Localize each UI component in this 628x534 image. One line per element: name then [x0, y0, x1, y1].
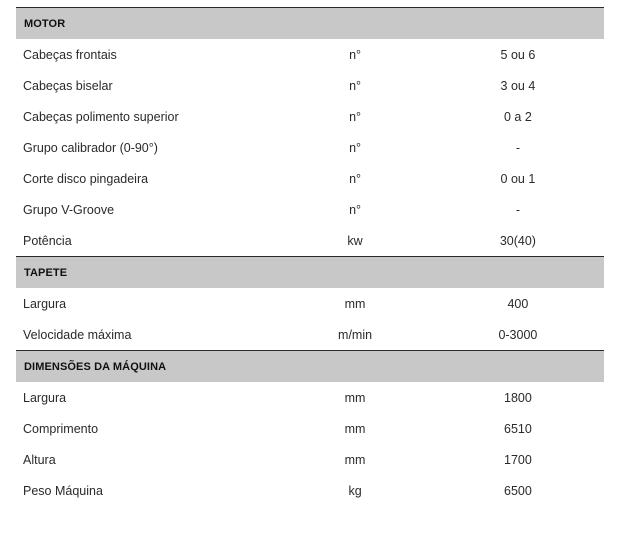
row-value: -	[515, 202, 520, 217]
table-row	[16, 475, 604, 506]
row-label: Largura	[23, 390, 67, 405]
row-value: 3 ou 4	[500, 78, 536, 93]
row-value: 400	[507, 296, 529, 311]
table-row	[16, 194, 604, 225]
row-unit: kg	[348, 483, 362, 498]
row-value: 5 ou 6	[500, 47, 536, 62]
table-row	[16, 319, 604, 350]
row-unit: mm	[344, 452, 366, 467]
row-unit: m/min	[338, 327, 373, 342]
row-value: 6500	[504, 483, 532, 498]
specs-table	[16, 7, 604, 506]
row-label: Corte disco pingadeira	[23, 171, 149, 186]
row-label: Grupo V-Groove	[23, 202, 115, 217]
table-row	[16, 225, 604, 256]
row-label: Altura	[23, 452, 56, 467]
table-row	[16, 70, 604, 101]
row-label: Peso Máquina	[23, 483, 103, 498]
table-row	[16, 288, 604, 319]
table-row	[16, 39, 604, 70]
table-row	[16, 413, 604, 444]
section-header-motor: MOTOR	[16, 7, 604, 39]
row-unit: n°	[349, 109, 362, 124]
row-value: 1800	[504, 390, 532, 405]
row-unit: n°	[349, 78, 362, 93]
row-unit: n°	[349, 47, 362, 62]
row-label: Velocidade máxima	[23, 327, 132, 342]
row-value: 1700	[504, 452, 532, 467]
row-unit: n°	[349, 171, 362, 186]
row-value: 0-3000	[498, 327, 538, 342]
table-row	[16, 132, 604, 163]
table-row	[16, 382, 604, 413]
table-row	[16, 444, 604, 475]
row-label: Cabeças frontais	[23, 47, 117, 62]
row-label: Potência	[23, 233, 72, 248]
row-label: Cabeças biselar	[23, 78, 113, 93]
row-unit: kw	[347, 233, 363, 248]
row-value: -	[515, 140, 520, 155]
table-row	[16, 163, 604, 194]
row-unit: mm	[344, 296, 366, 311]
row-label: Grupo calibrador (0-90°)	[23, 140, 158, 155]
row-unit: mm	[344, 390, 366, 405]
row-unit: n°	[349, 202, 362, 217]
section-header-tapete: TAPETE	[16, 256, 604, 288]
row-label: Largura	[23, 296, 67, 311]
row-unit: n°	[349, 140, 362, 155]
row-label: Cabeças polimento superior	[23, 109, 179, 124]
row-value: 0 ou 1	[500, 171, 536, 186]
row-value: 30(40)	[499, 233, 536, 248]
table-row	[16, 101, 604, 132]
row-value: 6510	[504, 421, 532, 436]
row-value: 0 a 2	[504, 109, 532, 124]
row-unit: mm	[344, 421, 366, 436]
row-label: Comprimento	[23, 421, 99, 436]
section-header-dimensoes: DIMENSÕES DA MÁQUINA	[16, 350, 604, 382]
